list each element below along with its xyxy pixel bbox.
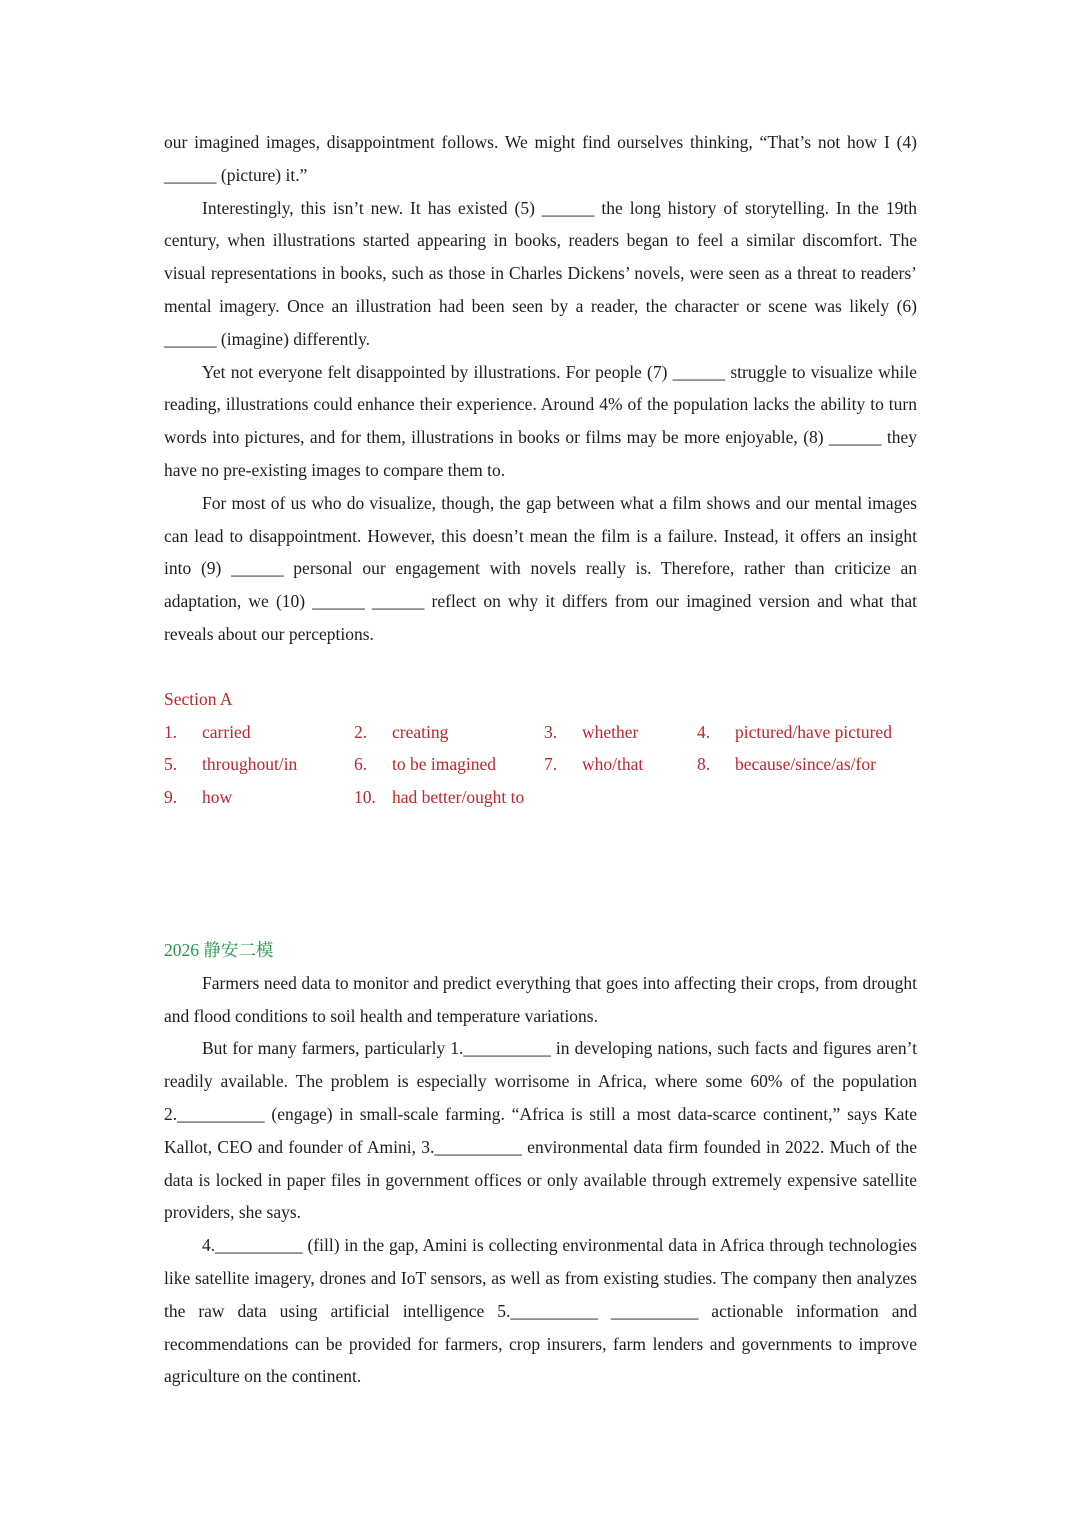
answer-number: 5. bbox=[164, 754, 178, 775]
answer-number: 9. bbox=[164, 787, 178, 808]
answer-number: 8. bbox=[697, 754, 711, 775]
paragraph: Interestingly, this isn’t new. It has existed (5) ______ the long history of storytelling. In the 19th century, when illustrations started appearing in books, readers began to feel a similar discomfort. The visual representations in books, such as those in Charles Dickens’ novels, were seen as a threat to readers’ mental imagery. Once an illustration had been seen by a reader, the character or scene was likely (6) ______ (imagine) differently. bbox=[164, 197, 917, 349]
passage-2 bbox=[164, 934, 917, 1393]
paragraph: 4.__________ (fill) in the gap, Amini is collecting environmental data in Africa through technologies like satellite imagery, drones and IoT sensors, as well as from existing studies. The company then analyzes the raw data using artificial intelligence 5.__________ __________ actionable information and recommendations can be provided for farmers, crop insurers, farm lenders and governments to improve agriculture on the continent. bbox=[164, 1235, 917, 1387]
document-page bbox=[164, 126, 917, 1393]
answer-text: throughout/in bbox=[202, 754, 298, 775]
answer-number: 1. bbox=[164, 721, 178, 742]
answer-key bbox=[164, 683, 917, 814]
answer-text: pictured/have pictured bbox=[735, 721, 892, 742]
answer-key-title: Section A bbox=[164, 688, 233, 709]
paragraph: Yet not everyone felt disappointed by illustrations. For people (7) ______ struggle to visualize while reading, illustrations could enhance their experience. Around 4% of the population lacks the ability to turn words into pictures, and for them, illustrations in books or films may be more enjoyable, (8) ______ they have no pre-existing images to compare them to. bbox=[164, 361, 917, 480]
answer-number: 6. bbox=[354, 754, 368, 775]
answer-text: had better/ought to bbox=[392, 787, 525, 808]
answer-item bbox=[164, 716, 354, 749]
answer-item bbox=[697, 716, 917, 749]
answer-item bbox=[354, 716, 544, 749]
passage-1 bbox=[164, 126, 917, 651]
answer-item bbox=[544, 716, 697, 749]
answer-item bbox=[544, 748, 697, 781]
answer-number: 3. bbox=[544, 721, 558, 742]
answer-list bbox=[164, 716, 917, 814]
paragraph: our imagined images, disappointment follows. We might find ourselves thinking, “That’s not how I (4) ______ (picture) it.” bbox=[164, 132, 917, 185]
answer-number: 10. bbox=[354, 787, 376, 808]
paragraph: But for many farmers, particularly 1.__________ in developing nations, such facts and figures aren’t readily available. The problem is especially worrisome in Africa, where some 60% of the population 2.__________ (engage) in small-scale farming. “Africa is still a most data-scarce continent,” says Kate Kallot, CEO and founder of Amini, 3.__________ environmental data firm founded in 2022. Much of the data is locked in paper files in government offices or only available through extremely expensive satellite providers, she says. bbox=[164, 1038, 917, 1223]
passage-heading: 2026 静安二模 bbox=[164, 939, 274, 960]
answer-number: 4. bbox=[697, 721, 711, 742]
answer-text: because/since/as/for bbox=[735, 754, 876, 775]
answer-text: carried bbox=[202, 721, 251, 742]
answer-text: creating bbox=[392, 721, 449, 742]
answer-text: whether bbox=[582, 721, 639, 742]
answer-item bbox=[164, 781, 354, 814]
answer-number: 2. bbox=[354, 721, 368, 742]
answer-item bbox=[697, 748, 917, 781]
answer-text: to be imagined bbox=[392, 754, 497, 775]
answer-number: 7. bbox=[544, 754, 558, 775]
paragraph: Farmers need data to monitor and predict everything that goes into affecting their crops, from drought and flood conditions to soil health and temperature variations. bbox=[164, 972, 917, 1026]
paragraph: For most of us who do visualize, though, the gap between what a film shows and our mental images can lead to disappointment. However, this doesn’t mean the film is a failure. Instead, it offers an insight into (9) ______ personal our engagement with novels really is. Therefore, rather than criticize an adaptation, we (10) ______ ______ reflect on why it differs from our imagined version and what that reveals about our perceptions. bbox=[164, 492, 917, 644]
answer-item bbox=[164, 748, 354, 781]
answer-item bbox=[354, 781, 544, 814]
answer-item bbox=[354, 748, 544, 781]
answer-text: who/that bbox=[582, 754, 644, 775]
answer-text: how bbox=[202, 787, 233, 808]
